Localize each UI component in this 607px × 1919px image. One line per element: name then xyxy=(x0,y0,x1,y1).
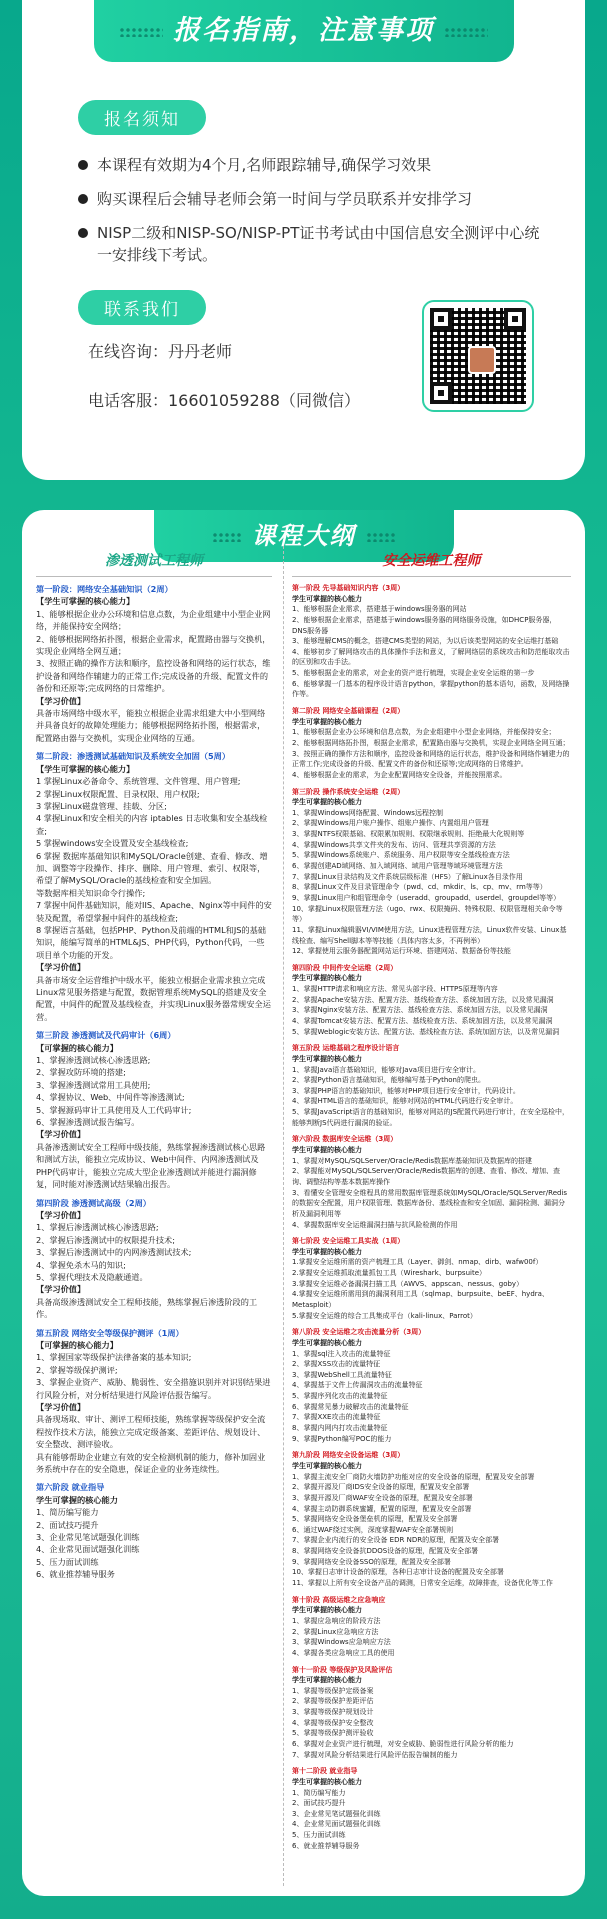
list-item: 1 掌握Linux必备命令、系统管理、文件管理、用户管理; xyxy=(36,776,241,787)
section-subtitle: 学生可掌握的核心能力 xyxy=(292,1777,362,1786)
course-columns xyxy=(36,546,571,1886)
list-item: 2、掌握Linux应急响应方法 xyxy=(292,1627,379,1636)
list-item: 2、掌握等级保护差距评估 xyxy=(292,1697,374,1706)
list-item: 1、掌握等级保护定级备案 xyxy=(292,1686,374,1695)
section-subtitle: 【学习价值】 xyxy=(36,1402,86,1412)
list-item: 5、掌握代理技术及隐蔽通道。 xyxy=(36,1271,148,1282)
guide-title-banner xyxy=(94,0,514,62)
list-item: 4、掌握Windows共享文件夹的发布、访问、管理共享资源的方法 xyxy=(292,840,496,849)
list-item: 5、压力面试训练 xyxy=(36,1556,99,1567)
list-item: 3、看懂安全管理安全维程具的常用数据库管理系统如MySQL/Oracle/SQLServer/Redis的数据安全配置，用户权限管理、数据库备份、基线检查和安全加固、漏洞检测、漏洞分析及漏洞利用等 xyxy=(292,1188,568,1218)
section-subtitle: 【学生可掌握的核心能力】 xyxy=(36,763,135,774)
list-item: 4、掌握协议、Web、中间件等渗透测试; xyxy=(36,1092,185,1103)
list-item: 具备市场安全运营维护中级水平，能独立根据企业需求独立完成Linux常见服务搭建与配置，数据管理系统MySQL的搭建及安全配置，中间件的配置及基线检查，并实现Linux服务器常规安全运营。 xyxy=(36,974,271,1022)
list-item: 5、掌握网络安全设备堡垒机的原理，配置及安全部署 xyxy=(292,1515,458,1524)
list-item: 8、掌握Linux文件及目录管理命令（pwd、cd、mkdir、ls、cp、mv、rm等等） xyxy=(292,883,547,892)
stage-title: 第二阶段：渗透测试基础知识及系统安全加固（5周） xyxy=(36,751,231,762)
stage-title: 第一阶段：网络安全基础知识（2周） xyxy=(36,584,173,594)
list-item: 4、能够初步了解网络攻击的具体操作手法和意义，了解网络层的系统攻击和防范能取攻击的区别和攻击手法。 xyxy=(292,647,570,667)
list-item: 1、掌握HTTP请求和响应方法、常见头部字段、HTTPS原理等内容 xyxy=(292,985,498,994)
list-item: 2、掌握能对MySQL/SQLServer/Oracle/Redis数据库的创建、查看、修改、增加、查询、调整结构等基本数据库操作 xyxy=(292,1167,561,1186)
list-item: 7、掌握对风险分析结果进行风险评估报告编制的能力 xyxy=(292,1750,458,1759)
list-item: 3、掌握Windows应急响应方法 xyxy=(292,1638,391,1647)
list-item: 5.掌握安全运维的综合工具集成平台（kali-linux、Parrot） xyxy=(292,1311,477,1320)
list-item: 4、掌握数据库安全运维漏洞扫描与抗风险检测的作用 xyxy=(292,1220,458,1229)
list-item: 2、掌握Python语言基础知识，能够编写基于Python的爬虫。 xyxy=(292,1076,485,1085)
section-subtitle: 学生可掌握的核心能力 xyxy=(292,1146,362,1155)
section-subtitle: 【学习价值】 xyxy=(36,1284,86,1295)
section-subtitle: 【学习价值】 xyxy=(36,1129,86,1140)
section-subtitle: 学生可掌握的核心能力 xyxy=(292,1338,362,1347)
list-item: 具备现场取、审计、测评工程师技能，熟练掌握等级保护安全流程按作技术方法，能独立完成定级备案、差距评估、规划设计、安全整改、测评验收。 xyxy=(36,1414,266,1450)
guide-title: 报名指南，注意事项 xyxy=(173,15,434,46)
list-item: 7、掌握企业内流行的安全设备 EDR NDR的原理，配置及安全部署 xyxy=(292,1536,500,1545)
stage-title: 第五阶段 网络安全等级保护测评（1周） xyxy=(36,1327,184,1338)
dot-pattern-right xyxy=(444,27,488,37)
list-item: 8、掌握网络安全设备抗DDOS设备的原理，配置及安全部署 xyxy=(292,1547,479,1556)
column-divider xyxy=(283,546,284,1886)
list-item: 2、掌握Apache安装方法、配置方法、基线检查方法、系统加固方法，以及常见漏洞 xyxy=(292,995,554,1004)
section-subtitle: 学生可掌握的核心能力 xyxy=(292,798,362,807)
section-subtitle: 学生可掌握的核心能力 xyxy=(292,717,362,726)
stage-title: 第七阶段 安全运维工具实战（1周） xyxy=(292,1237,405,1246)
list-item: 2、面试技巧提升 xyxy=(292,1799,346,1808)
list-item: 5、压力面试训练 xyxy=(292,1831,346,1840)
stage-title: 第六阶段 就业指导 xyxy=(36,1482,105,1493)
list-item: 1、掌握渗透测试核心渗透思路; xyxy=(36,1055,151,1066)
list-item: 2、掌握攻防环境的搭建; xyxy=(36,1067,126,1078)
list-item: 12、掌握使用云服务器配置网站运行环境、搭建网站、数据备份等技能 xyxy=(292,947,511,956)
bullet-icon xyxy=(78,228,88,238)
list-item: 1、简历编写能力 xyxy=(292,1788,346,1797)
list-item: 4、企业常见面试题强化训练 xyxy=(292,1820,381,1829)
list-item: 4、掌握主动防御系统蜜罐，配置的原理，配置及安全部署 xyxy=(292,1504,472,1513)
stage-title: 第三阶段 渗透测试及代码审计（6周） xyxy=(36,1030,176,1041)
list-item: 3、掌握后渗透测试中的内网渗透测试技术; xyxy=(36,1247,192,1258)
notice-item: 购买课程后会辅导老师会第一时间与学员联系并安排学习 xyxy=(78,188,545,210)
list-item: 4、掌握各类应急响应工具的使用 xyxy=(292,1648,395,1657)
list-item: 具备高级渗透测试安全工程师技能，熟练掌握后渗透阶段的工作。 xyxy=(36,1296,258,1320)
stage-title: 第十阶段 高级运维之应急响应 xyxy=(292,1595,386,1604)
list-item: 1、掌握Java语言基础知识，能够对Java项目进行安全审计。 xyxy=(292,1065,481,1074)
notice-item: 本课程有效期为4个月,名师跟踪辅导,确保学习效果 xyxy=(78,154,545,176)
section-subtitle: 学生可掌握的核心能力 xyxy=(36,1494,118,1505)
list-item: 1、能够根据企业办公环境和信息点数，为企业组建中小型企业网络，并能保持安全网络； xyxy=(36,608,271,632)
list-item: 4 掌握Linux和安全相关的内容 iptables 日志收集和安全基线检查; xyxy=(36,813,268,836)
stage-title: 第六阶段 数据库安全运维（3周） xyxy=(292,1135,398,1144)
list-item: 2、掌握后渗透测试中的权限提升技术; xyxy=(36,1234,175,1245)
phone-service[interactable]: 电话客服：16601059288（同微信） xyxy=(88,391,360,410)
list-item: 5、掌握Weblogic安装方法、配置方法、基线检查方法、系统加固方法，以及常见漏洞 xyxy=(292,1027,560,1036)
list-item: 2、能够根据企业需求，搭建基于windows服务器的网络服务设施，如DHCP服务器，DNS服务器 xyxy=(292,615,557,635)
qr-pattern xyxy=(430,308,526,404)
list-item: 3、掌握开源及厂商WAF安全设备的原理，配置及安全部署 xyxy=(292,1493,473,1502)
list-item: 1.掌握安全运维所需的资产梳理工具（Layer、御剑、nmap、dirb、wafw00f） xyxy=(292,1258,543,1267)
qr-finder xyxy=(430,382,452,404)
section-subtitle: 学生可掌握的核心能力 xyxy=(292,594,362,603)
notice-list xyxy=(78,148,545,272)
stage-title: 第十一阶段 等级保护及风险评估 xyxy=(292,1665,393,1674)
list-item: 6 掌握 数据库基础知识和MySQL/Oracle创建、查看、修改、增加、调整等字段操作、排序、删除、用户管理、索引、权限等，希望了解MySQL/Oracle的基线检查和安全加固。 xyxy=(36,850,268,886)
list-item: 4、掌握等级保护安全整改 xyxy=(292,1718,374,1727)
list-item: 1、简历编写能力 xyxy=(36,1507,99,1518)
list-item: 1、能够根据企业需求，搭建基于windows服务器的网站 xyxy=(292,605,467,614)
list-item: 3、掌握WebShell工具流量特征 xyxy=(292,1370,392,1379)
stage-title: 第四阶段 渗透测试高级（2周） xyxy=(36,1197,151,1208)
list-item: 具有能够帮助企业建立有效的安全检测机制的能力，修补加固业务系统中存在的安全隐患，保证企业的业务连续性。 xyxy=(36,1451,266,1475)
list-item: 1、掌握Windows网络配置、Windows远程控制 xyxy=(292,808,443,817)
stage-title: 第八阶段 安全运维之攻击流量分析（3周） xyxy=(292,1328,426,1337)
list-item: 1、掌握主流安全厂商防火墙防护功能对应的安全设备的原理，配置及安全部署 xyxy=(292,1472,535,1481)
bullet-icon xyxy=(78,194,88,204)
section-subtitle: 【学生可掌握的核心能力】 xyxy=(36,596,135,607)
section-subtitle: 学生可掌握的核心能力 xyxy=(292,1676,362,1685)
list-item: 5、掌握序列化攻击的流量特征 xyxy=(292,1392,388,1401)
contact-label-pill: 联系我们 xyxy=(78,290,206,325)
list-item: 11、掌握Linux编辑器VI/VIM使用方法，Linux进程管理方法，Linux软件安装、Linux基线检查、编写Shell脚本等等技能（具体内容太多，不再例举） xyxy=(292,925,567,945)
online-consult: 在线咨询：丹丹老师 xyxy=(88,342,233,361)
list-item: 3、企业常见笔试题强化训练 xyxy=(36,1532,140,1543)
stage-title: 第四阶段 中间件安全运维（2周） xyxy=(292,963,398,972)
bullet-icon xyxy=(78,160,88,170)
list-item: 5、掌握源码审计工具使用及人工代码审计; xyxy=(36,1104,192,1115)
list-item: 5、掌握JavaScript语言的基础知识，能够对网站的JS配置代码进行审计，在安全巡检中，能够判断JS代码进行漏洞的验证。 xyxy=(292,1108,570,1127)
list-item: 3、掌握Nginx安装方法、配置方法、基线检查方法、系统加固方法，以及常见漏洞 xyxy=(292,1006,548,1015)
stage-title: 第五阶段 运维基础之程序设计语言 xyxy=(292,1044,400,1053)
section-subtitle: 学生可掌握的核心能力 xyxy=(292,974,362,983)
stage-title: 第三阶段 操作系统安全运维（2周） xyxy=(292,787,405,796)
list-item: 3、按照正确的操作方法和顺序，监控设备和网络的运行状态，维护设备和网络作辅建力的正常工作;完成设备的升级、配置文件的备份和还原等;完成网络的日常维护。 xyxy=(36,658,271,694)
stage-title: 第一阶段 先导基础知识内容（3周） xyxy=(292,584,405,592)
list-item: 4.掌握安全运维所需用到的漏洞利用工具（sqlmap、burpsuite、beEF、hydra、Metasploit） xyxy=(292,1290,549,1309)
list-item: 10、掌握Linux权限管理方法（ugo、rwx、权限掩码、特殊权限、权限管理相关命令等等） xyxy=(292,904,563,924)
list-item: 4、掌握Tomcat安装方法、配置方法、基线检查方法、系统加固方法，以及常见漏洞 xyxy=(292,1016,553,1025)
list-item: 3、企业常见笔试题强化训练 xyxy=(292,1809,381,1818)
list-item: 1、能够根据企业办公环境和信息点数，为企业组建中小型企业网络，并能保持安全； xyxy=(292,728,556,737)
list-item: 2、面试技巧提升 xyxy=(36,1519,99,1530)
list-item: 4、掌握基于文件上传漏洞攻击的流量特征 xyxy=(292,1381,423,1390)
list-item: 9、掌握网络安全设备SSO的原理，配置及安全部署 xyxy=(292,1557,451,1566)
list-item: 4、掌握免杀木马的知识; xyxy=(36,1259,126,1270)
list-item: 7、掌握Linux目录结构及文件系统层级标准（HFS）了解Linux各目录作用 xyxy=(292,872,523,881)
qr-finder xyxy=(430,308,452,330)
list-item: 3、掌握企业资产、威胁、脆弱性、安全措施识别并对识别结果进行风险分析，对分析结果进行风险评估报告编写。 xyxy=(36,1377,271,1400)
list-item: 2、掌握等级保护测评; xyxy=(36,1364,118,1375)
section-subtitle: 学生可掌握的核心能力 xyxy=(292,1606,362,1615)
secops-column xyxy=(292,546,571,1851)
section-subtitle: 【学习价值】 xyxy=(36,962,86,973)
contact-info xyxy=(88,325,360,425)
section-subtitle: 【学习价值】 xyxy=(36,695,86,706)
list-item: 2、能够根据网络拓扑图，根据企业需求，配置路由器与交换机，实现企业网络全网互通； xyxy=(292,738,570,747)
list-item: 具备渗透测试安全工程师中级技能，熟练掌握渗透测试核心思路和测试方法，能独立完成协议、Web中间件、内网渗透测试及PHP代码审计，能独立完成大型企业渗透测试并能进行漏洞修复，同时能对渗透测试结果输出报告。 xyxy=(36,1141,266,1190)
list-item: 7、掌握XXE攻击的流量特征 xyxy=(292,1413,381,1422)
stage-title: 第二阶段 网络安全基础课程（2周） xyxy=(292,707,405,716)
course-outline-card xyxy=(22,510,585,1896)
list-item: 具备市场网络中级水平，能独立根据企业需求组建大中小型网络并具备良好的故障处理能力；能够根据网络拓扑图，根据需求，配置路由器与交换机，实现企业网络的互通。 xyxy=(36,708,266,743)
dot-pattern-right xyxy=(366,532,396,542)
list-item: 1、掌握国家等级保护法律备案的基本知识; xyxy=(36,1352,192,1363)
list-item: 3、按照正确的操作方法和顺序，监控设备和网络的运行状态，维护设备和网络作辅建力的正常工作;完成设备的升级、配置文件的备份和还原等;完成网络的日常维护。 xyxy=(292,749,570,769)
list-item: 2、掌握开源及厂商IDS安全设备的原理，配置及安全部署 xyxy=(292,1483,470,1492)
section-subtitle: 学生可掌握的核心能力 xyxy=(292,1461,362,1470)
list-item: 7 掌握中间件基础知识，能对IIS、Apache、Nginx等中间件的安装及配置，希望掌握中间件的基线检查; xyxy=(36,900,272,923)
pentest-heading: 渗透测试工程师 xyxy=(36,546,272,577)
course-title: 课程大纲 xyxy=(251,522,356,550)
list-item: 5、能够根据企业的需求，对企业的资产进行梳理，实现企业安全运维的第一步 xyxy=(292,669,535,678)
list-item: 2、掌握Windows用户账户操作、组账户操作、内置组用户管理 xyxy=(292,819,489,828)
pentest-column xyxy=(36,546,272,1581)
list-item: 11、掌握以上所有安全设备产品的调测，日常安全运维，故障排查，设备优化等工作 xyxy=(292,1579,553,1588)
list-item: 等数据库相关知识命令行操作; xyxy=(36,887,146,898)
list-item: 5、掌握Windows系统账户、系统服务、用户权限等安全基线检查方法 xyxy=(292,851,510,860)
list-item: 8 掌握语言基础，包括PHP、Python及前端的HTML和JS的基础知识，能编写简单的HTML&JS、PHP代码，Python代码，一些项目单个功能的开发。 xyxy=(36,924,266,960)
list-item: 3、掌握渗透测试常用工具使用; xyxy=(36,1079,151,1090)
list-item: 3、掌握PHP语言的基础知识，能够对PHP项目进行安全审计，代码设计。 xyxy=(292,1086,520,1095)
list-item: 2、掌握XSS攻击的流量特征 xyxy=(292,1360,381,1369)
stage-title: 第九阶段 网络安全设备运维（3周） xyxy=(292,1451,405,1460)
dot-pattern-left xyxy=(119,27,163,37)
list-item: 6、掌握创建AD域网络、加入域网络、域用户管理等域环境管理方法 xyxy=(292,862,503,871)
notice-label-pill: 报名须知 xyxy=(78,100,206,135)
registration-guide-card xyxy=(22,0,585,480)
list-item: 4、能够根据企业的需求，为企业配置网络安全设备，并能按照需求。 xyxy=(292,770,507,779)
list-item: 2 掌握Linux权限配置、目录权限、用户权限; xyxy=(36,788,200,799)
list-item: 6、掌握渗透测试报告编写。 xyxy=(36,1117,140,1128)
list-item: 3、掌握NTFS权限基础、权限累加规则、权限继承规则、拒绝最大化规则等 xyxy=(292,830,525,839)
notice-item: NISP二级和NISP-SO/NISP-PT证书考试由中国信息安全测评中心统一安排线下考试。 xyxy=(78,222,545,266)
list-item: 2.掌握安全运维抓取流量抓包工具（Wireshark、burpsuite） xyxy=(292,1269,487,1278)
list-item: 8、掌握内网内打攻击流量特征 xyxy=(292,1424,388,1433)
list-item: 6、就业推荐辅导服务 xyxy=(292,1841,360,1850)
list-item: 1、掌握sql注入攻击的流量特征 xyxy=(292,1349,391,1358)
list-item: 6、通过WAF绕过实例，深度掌握WAF安全部署规则 xyxy=(292,1525,454,1534)
list-item: 9、掌握Python编写POC的能力 xyxy=(292,1434,392,1443)
list-item: 4、企业常见面试题强化训练 xyxy=(36,1544,140,1555)
list-item: 1、掌握对MySQL/SQLServer/Oracle/Redis数据库基础知识及数据库的搭建 xyxy=(292,1156,533,1165)
list-item: 10、掌握日志审计设备的原理，各种日志审计设备的配置及安全部署 xyxy=(292,1568,504,1577)
list-item: 3、掌握等级保护规划设计 xyxy=(292,1708,374,1717)
avatar xyxy=(468,346,496,374)
section-subtitle: 学生可掌握的核心能力 xyxy=(292,1054,362,1063)
list-item: 1、掌握后渗透测试核心渗透思路; xyxy=(36,1222,159,1233)
list-item: 5 掌握windows安全设置及安全基线检查; xyxy=(36,838,189,849)
list-item: 6、掌握对企业资产进行梳理，对安全威胁、脆弱性进行风险分析的能力 xyxy=(292,1739,514,1748)
secops-heading: 安全运维工程师 xyxy=(292,546,571,577)
list-item: 6、掌握常见暴力破解攻击的流量特征 xyxy=(292,1402,409,1411)
section-subtitle: 【可掌握的核心能力】 xyxy=(36,1339,118,1350)
list-item: 4、掌握HTML语言的基础知识，能够对网站的HTML代码进行安全审计。 xyxy=(292,1097,518,1106)
stage-title: 第十二阶段 就业指导 xyxy=(292,1767,358,1776)
section-subtitle: 【学习价值】 xyxy=(36,1209,86,1220)
list-item: 6、就业推荐辅导服务 xyxy=(36,1569,115,1580)
list-item: 1、掌握应急响应的阶段方法 xyxy=(292,1616,381,1625)
section-subtitle: 学生可掌握的核心能力 xyxy=(292,1247,362,1256)
dot-pattern-left xyxy=(212,532,242,542)
list-item: 3 掌握Linux磁盘管理、挂载、分区; xyxy=(36,800,167,811)
list-item: 5、掌握等级保护测评验收 xyxy=(292,1729,374,1738)
wechat-qr-code[interactable] xyxy=(422,300,534,412)
list-item: 6、能够掌握一门基本的程序设计语言python，掌握python的基本语句，函数，及网络操作等。 xyxy=(292,679,570,699)
list-item: 2、能够根据网络拓扑图，根据企业需求，配置路由器与交换机，实现企业网络全网互通； xyxy=(36,633,271,657)
qr-finder xyxy=(504,308,526,330)
list-item: 3.掌握安全运维必备漏洞扫描工具（AWVS、appscan、nessus、goby） xyxy=(292,1279,524,1288)
list-item: 3、能够理解CMS的概念，搭建CMS类型的网站，为以后该类型网站的安全运维打基础 xyxy=(292,637,559,646)
list-item: 9、掌握Linux用户和组管理命令（useradd、groupadd、userdel、groupdel等等） xyxy=(292,893,561,902)
section-subtitle: 【可掌握的核心能力】 xyxy=(36,1042,118,1053)
